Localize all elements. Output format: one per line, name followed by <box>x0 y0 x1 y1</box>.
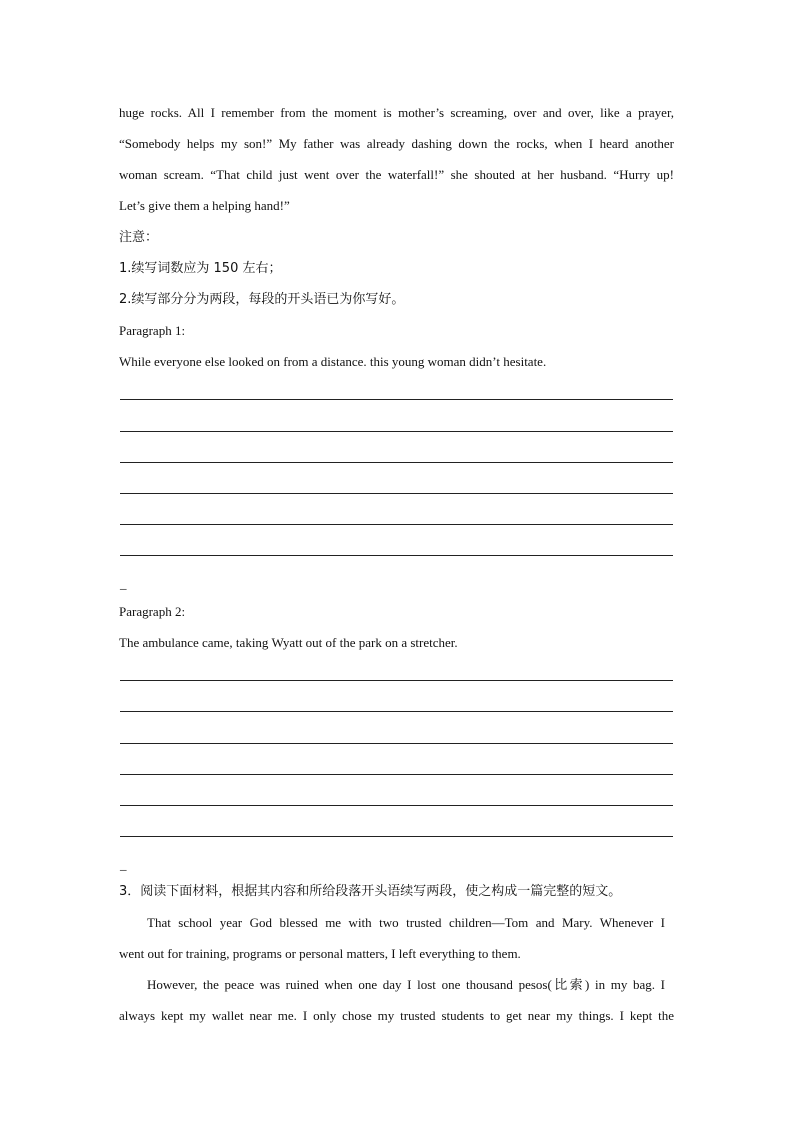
question3-instruction: 3．阅读下面材料，根据其内容和所给段落开头语续写两段，使之构成一篇完整的短文。 <box>119 884 622 899</box>
story-line-1: huge rocks. All I remember from the moment is mother’s screaming, over and over, like a prayer, <box>119 105 674 120</box>
question3-line-3: However, the peace was ruined when one day I lost one thousand pesos(比索) in my bag. I <box>147 977 665 992</box>
question3-line-2: went out for training, programs or personal matters, I left everything to them. <box>119 946 521 961</box>
writing-line <box>120 711 673 712</box>
writing-line <box>120 836 673 837</box>
writing-line <box>120 399 673 400</box>
writing-line <box>120 524 673 525</box>
writing-line <box>120 805 673 806</box>
story-line-4: Let’s give them a helping hand!” <box>119 198 290 213</box>
writing-line <box>120 431 673 432</box>
paragraph1-end-mark: _ <box>120 576 127 591</box>
writing-line <box>120 555 673 556</box>
notes-item-1: 1.续写词数应为 150 左右； <box>119 261 282 276</box>
story-line-3: woman scream. “That child just went over the waterfall!” she shouted at her husband. “Hurry up! <box>119 167 674 182</box>
writing-line <box>120 774 673 775</box>
paragraph1-label: Paragraph 1: <box>119 323 186 338</box>
story-line-2: “Somebody helps my son!” My father was already dashing down the rocks, when I heard another <box>119 136 674 151</box>
paragraph2-end-mark: _ <box>120 857 127 872</box>
writing-line <box>120 462 673 463</box>
writing-line <box>120 493 673 494</box>
paragraph2-label: Paragraph 2: <box>119 604 186 619</box>
paragraph2-opening: The ambulance came, taking Wyatt out of the park on a stretcher. <box>119 635 458 650</box>
notes-heading: 注意： <box>119 230 159 245</box>
notes-item-2: 2.续写部分分为两段，每段的开头语已为你写好。 <box>119 292 405 307</box>
question3-line-4: always kept my wallet near me. I only chose my trusted students to get near my things. I kept the <box>119 1008 674 1023</box>
question3-line-1: That school year God blessed me with two trusted children—Tom and Mary. Whenever I <box>147 915 665 930</box>
writing-line <box>120 680 673 681</box>
writing-line <box>120 743 673 744</box>
paragraph1-opening: While everyone else looked on from a distance. this young woman didn’t hesitate. <box>119 354 547 369</box>
